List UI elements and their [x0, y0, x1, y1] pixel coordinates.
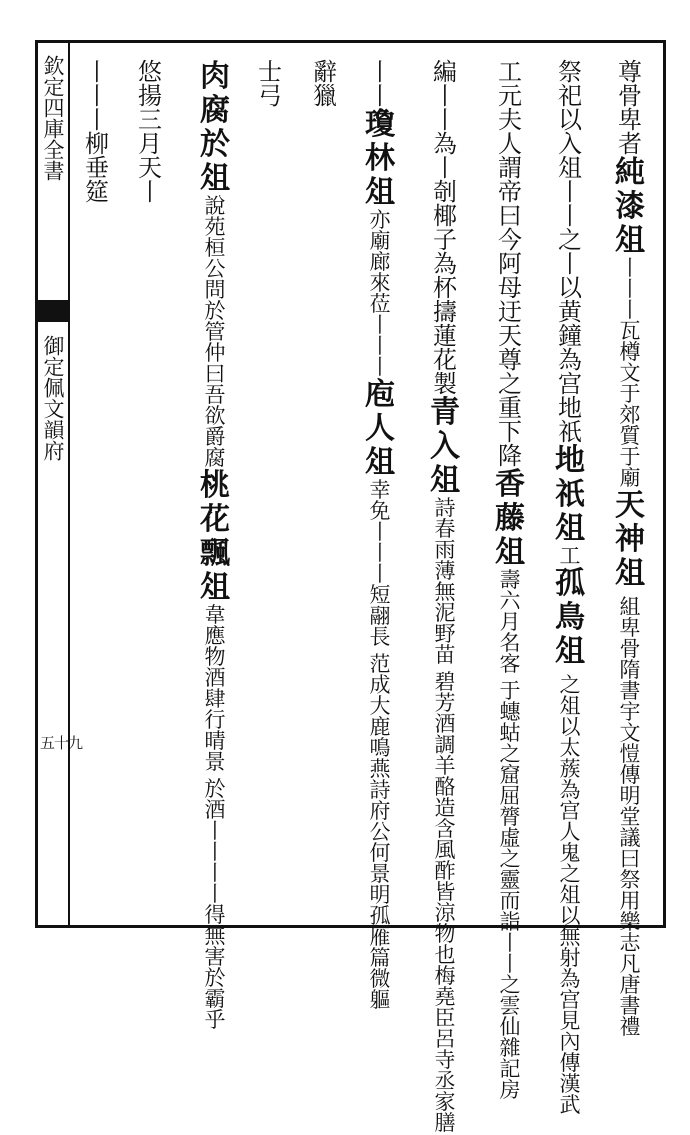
- text-segment: 幸 免 丨 丨 丨: [369, 478, 391, 586]
- text-column: [485, 58, 535, 1102]
- margin-header: 欽定四庫全書: [41, 55, 65, 181]
- annotation-segment: 范 成 大 鹿 鳴 燕 詩 府 公 何 景 明 孤 雁 篇 微 軀: [369, 652, 391, 1012]
- annotation-segment: 於 酒 丨 丨 丨 丨 得 無 害 於 霸 乎: [204, 777, 226, 1032]
- entry-heading: 香 藤 俎: [495, 467, 525, 570]
- entry-heading: 純 漆 俎: [615, 155, 645, 258]
- text-column: [190, 59, 240, 1032]
- entry-heading: 孤 鳥 俎: [555, 566, 585, 669]
- entry-heading: 青 入 俎: [430, 395, 460, 498]
- text-segment: 工 元 夫 人 謂 帝 曰 今 阿 母 迂 天 尊 之 重 下 降: [498, 58, 522, 470]
- annotation-segment: 組 卑 骨 隋 書 宇 文 愷 傳 明 堂 議 曰 祭 用 樂 志 凡 唐 書 禮: [619, 595, 641, 1039]
- text-segment: 韋 應 物 酒 肆 行 晴 景: [204, 603, 226, 774]
- text-segment: 工: [559, 544, 581, 568]
- text-column: [545, 58, 595, 1117]
- text-column: [355, 58, 405, 1012]
- text-segment: 丨 丨 丨 瓦 樽 文 于 郊 質 于 廟: [619, 256, 641, 490]
- margin-divider: [68, 40, 70, 928]
- entry-heading: 庖 人 俎: [365, 377, 395, 480]
- text-column: [72, 60, 122, 915]
- text-column: [245, 60, 295, 915]
- text-segment: 壽 六 月 名 客: [499, 568, 521, 676]
- annotation-segment: 碧 芳 酒 調 羊 酪 造 含 風 酢 皆 涼 物 也 梅 堯 臣 呂 寺 丞 家 膳: [434, 670, 456, 1135]
- text-segment: 士 弓: [258, 58, 282, 110]
- annotation-segment: 之 俎 以 太 蔟 為 宫 人 鬼 之 俎 以 無 射 為 宫 見 內 傳 漢 武: [559, 673, 581, 1117]
- top-border: [35, 40, 665, 43]
- text-segment: 詩 春 雨 薄 無 泥 野 苗: [434, 496, 456, 667]
- text-segment: 悠 揚 三 月 天 丨: [138, 58, 162, 206]
- entry-heading: 桃 花 飄 俎: [200, 468, 230, 605]
- text-segment: 祭 祀 以 入 俎 丨 丨 之 丨 以 黄 鐘 為 宫 地 祇: [558, 58, 582, 446]
- entry-heading: 肉 腐 於 俎: [200, 59, 230, 196]
- text-column: [300, 60, 350, 915]
- margin-book-title: 御定佩文韻府: [41, 335, 65, 461]
- text-segment: 編 丨 丨 為 丨 剞 椰 子 為 杯 擣 蓮 花 製: [433, 58, 457, 398]
- text-column: [420, 58, 470, 1135]
- text-segment: 短 翮 長: [369, 583, 391, 649]
- entry-heading: 天 神 俎: [615, 488, 645, 591]
- text-segment: 說 苑 桓 公 問 於 管 仲 曰 吾 欲 爵 腐: [204, 194, 226, 470]
- fish-tail-mark: [38, 300, 68, 322]
- text-segment: 丨 丨: [368, 58, 392, 110]
- right-border: [663, 40, 666, 928]
- text-segment: 辭 獵: [313, 58, 337, 110]
- left-border: [35, 40, 38, 928]
- text-segment: 亦 廟 廊 來 莅 丨 丨 丨: [369, 208, 391, 379]
- text-segment: 尊 骨 卑 者: [618, 58, 642, 158]
- text-column: [125, 60, 175, 915]
- page-number: 五十九: [40, 734, 83, 752]
- entry-heading: 瓊 林 俎: [365, 107, 395, 210]
- entry-heading: 地 祇 俎: [555, 443, 585, 546]
- text-column: [605, 58, 655, 1039]
- text-segment: 丨 丨 丨 柳 垂 筵: [85, 58, 109, 206]
- annotation-segment: 于 蟪 蛄 之 窟 屈 膂 虛 之 靈 而 詣 丨 丨 之 雲 仙 雜 記 房: [499, 679, 521, 1102]
